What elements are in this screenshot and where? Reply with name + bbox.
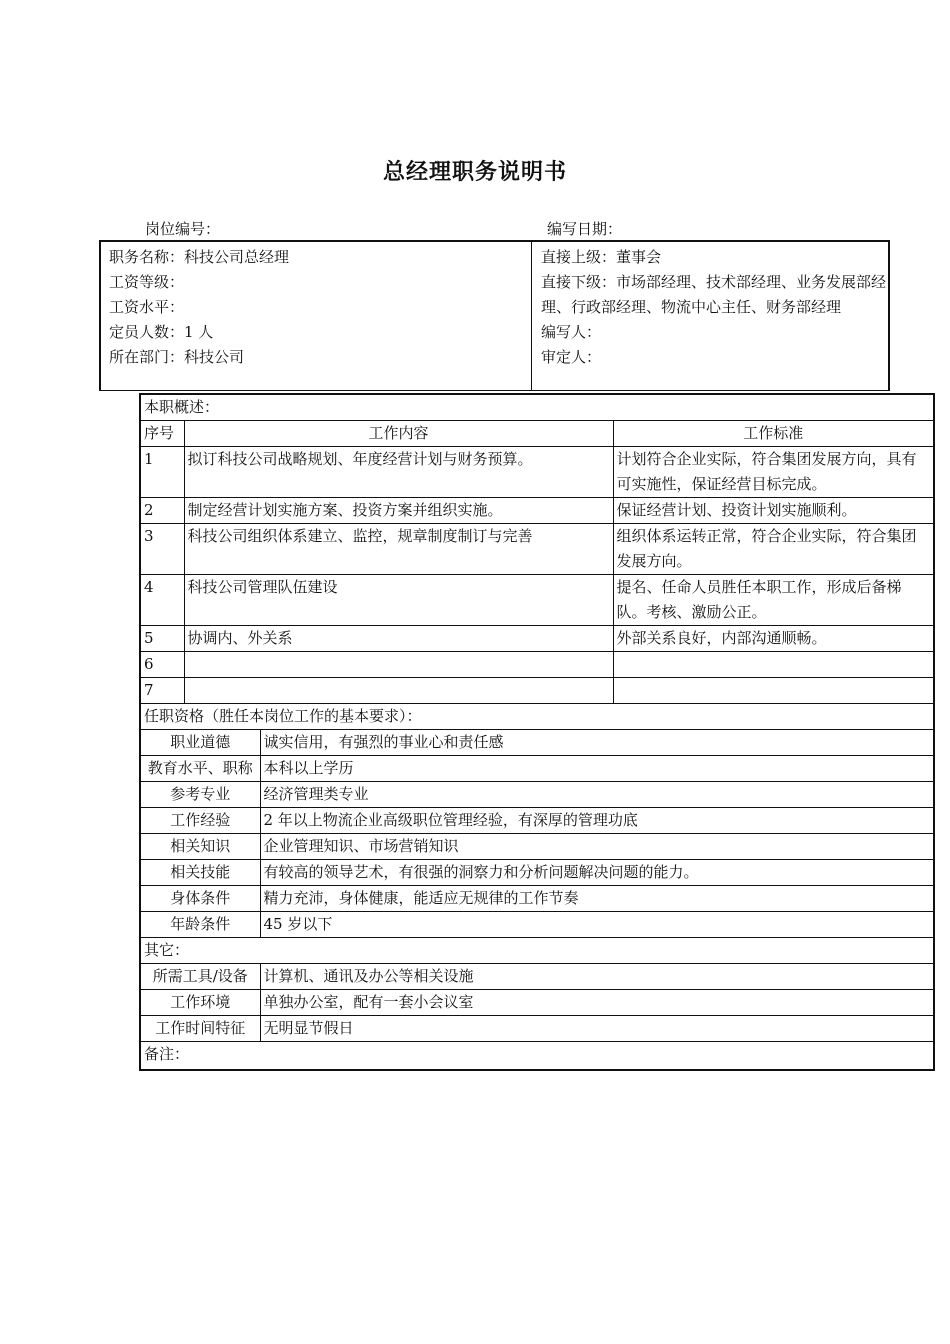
qualification-label: 年龄条件 [140,912,260,938]
duty-no: 1 [140,447,184,498]
qualification-row [140,860,934,886]
headcount-field: 定员人数：1 人 [109,323,214,341]
salary-level-field: 工资水平： [109,298,185,316]
duty-row [140,447,934,498]
document-title: 总经理职务说明书 [382,160,567,185]
salary-grade-field: 工资等级： [109,273,185,291]
author-field: 编写人： [541,323,602,341]
qualification-row [140,808,934,834]
other-value: 无明显节假日 [260,1016,934,1042]
job-title-field: 职务名称：科技公司总经理 [109,248,290,266]
duty-standard [613,652,934,678]
duty-no: 7 [140,678,184,704]
duty-row [140,652,934,678]
qualification-value: 经济管理类专业 [260,782,934,808]
qualification-row [140,886,934,912]
reviewer-field: 审定人： [541,348,602,366]
other-value: 计算机、通讯及办公等相关设施 [260,964,934,990]
duty-row [140,498,934,524]
qualification-value: 2 年以上物流企业高级职位管理经验，有深厚的管理功底 [260,808,934,834]
duty-standard: 组织体系运转正常，符合企业实际，符合集团发展方向。 [613,524,934,575]
qualifications-section-label: 任职资格（胜任本岗位工作的基本要求）： [140,704,934,730]
qualification-label: 参考专业 [140,782,260,808]
duty-no: 4 [140,575,184,626]
column-divider [531,242,532,390]
duty-row [140,678,934,704]
qualification-value: 诚实信用，有强烈的事业心和责任感 [260,730,934,756]
job-info-box [99,240,890,391]
duty-standard: 保证经营计划、投资计划实施顺利。 [613,498,934,524]
duty-standard: 提名、任命人员胜任本职工作，形成后备梯队。考核、激励公正。 [613,575,934,626]
qualification-value: 精力充沛，身体健康，能适应无规律的工作节奏 [260,886,934,912]
qualification-row [140,756,934,782]
header-no: 序号 [140,421,184,447]
superior-field: 直接上级：董事会 [541,248,662,266]
qualification-label: 相关知识 [140,834,260,860]
qualification-label: 身体条件 [140,886,260,912]
duty-content [184,652,613,678]
qualification-value: 企业管理知识、市场营销知识 [260,834,934,860]
duty-no: 2 [140,498,184,524]
qualification-row [140,782,934,808]
duty-content: 科技公司管理队伍建设 [184,575,613,626]
duty-row [140,626,934,652]
duties-section-label: 本职概述： [140,394,934,421]
duty-no: 6 [140,652,184,678]
date-label: 编写日期： [547,220,623,238]
duty-row [140,524,934,575]
header-standard: 工作标准 [613,421,934,447]
department-field: 所在部门：科技公司 [109,348,245,366]
duty-content: 拟订科技公司战略规划、年度经营计划与财务预算。 [184,447,613,498]
other-value: 单独办公室，配有一套小会议室 [260,990,934,1016]
duty-no: 5 [140,626,184,652]
job-info-right [541,245,886,370]
qualification-value: 45 岁以下 [260,912,934,938]
other-row [140,964,934,990]
job-description-table [139,393,935,1071]
header-content: 工作内容 [184,421,613,447]
qualification-value: 有较高的领导艺术，有很强的洞察力和分析问题解决问题的能力。 [260,860,934,886]
other-section-label: 其它： [140,938,934,964]
subordinates-field: 直接下级：市场部经理、技术部经理、业务发展部经理、行政部经理、物流中心主任、财务部经理 [541,273,887,316]
other-label: 工作时间特征 [140,1016,260,1042]
position-number-label: 岗位编号： [145,220,221,238]
other-label: 所需工具/设备 [140,964,260,990]
duty-content: 科技公司组织体系建立、监控，规章制度制订与完善 [184,524,613,575]
other-label: 工作环境 [140,990,260,1016]
qualification-label: 教育水平、职称 [140,756,260,782]
qualification-label: 相关技能 [140,860,260,886]
qualification-row [140,912,934,938]
duty-content: 制定经营计划实施方案、投资方案并组织实施。 [184,498,613,524]
duty-standard [613,678,934,704]
qualification-label: 工作经验 [140,808,260,834]
remarks-label: 备注： [140,1042,934,1071]
duty-content: 协调内、外关系 [184,626,613,652]
duty-row [140,575,934,626]
qualification-value: 本科以上学历 [260,756,934,782]
other-row [140,1016,934,1042]
duty-content [184,678,613,704]
duty-standard: 计划符合企业实际，符合集团发展方向，具有可实施性，保证经营目标完成。 [613,447,934,498]
qualification-row [140,834,934,860]
duty-no: 3 [140,524,184,575]
other-row [140,990,934,1016]
job-info-left [109,245,524,370]
duty-standard: 外部关系良好，内部沟通顺畅。 [613,626,934,652]
qualification-row [140,730,934,756]
qualification-label: 职业道德 [140,730,260,756]
